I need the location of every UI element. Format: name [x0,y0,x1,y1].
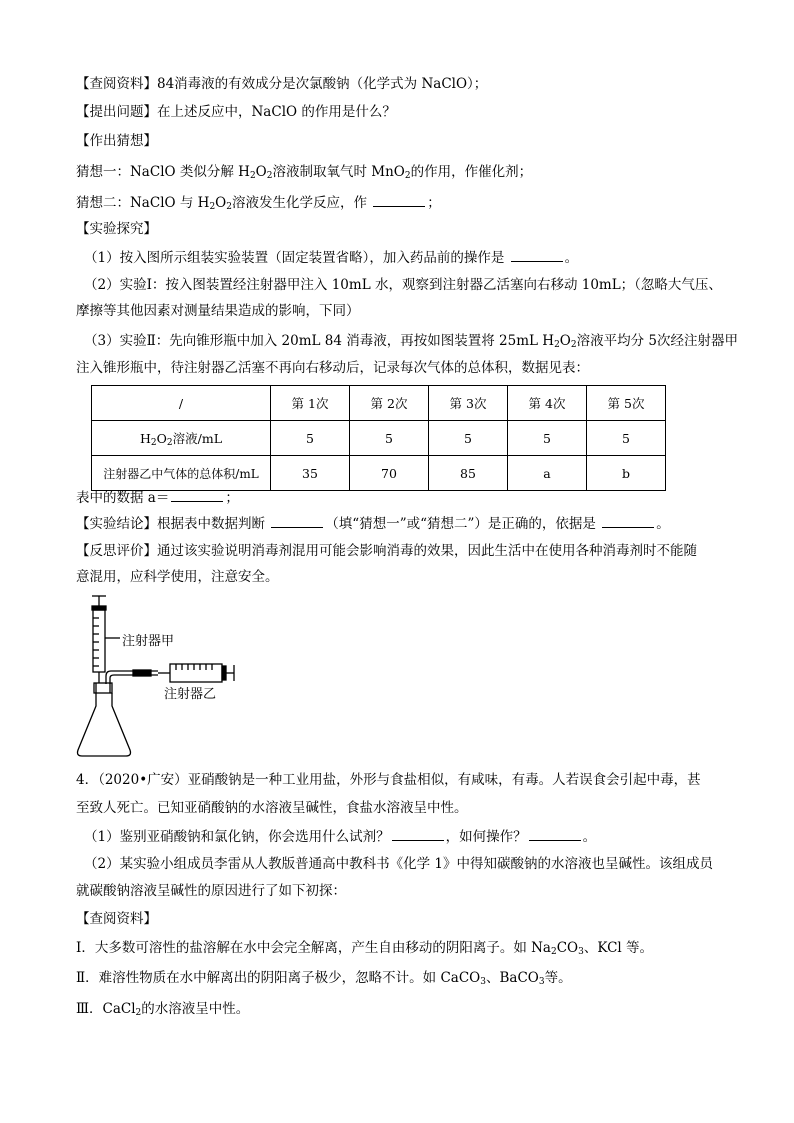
q4-line: 4．（2020•广安）亚硝酸钠是一种工业用盐，外形与食盐相似，有咸味，有毒。人若误食会引起中毒，甚 [76,772,701,788]
table-header: 第 2次 [350,386,429,421]
table-header: 第 1次 [271,386,350,421]
answer-blank[interactable] [529,826,581,841]
step-2: （2）实验Ⅰ：按入图装置经注射器甲注入 10mL 水，观察到注射器乙活塞向右移动 10mL；（忽略大气压、 [84,277,722,293]
experiment-heading: 【实验探究】 [76,221,157,237]
answer-blank[interactable] [511,247,563,262]
table-cell: b [587,456,666,491]
answer-blank[interactable] [171,487,223,502]
reflection-line: 【反思评价】通过该实验说明消毒剂混用可能会影响消毒的效果，因此生活中在使用各种消毒剂时不能随 [76,543,697,559]
table-cell: 5 [271,421,350,456]
table-cell: 70 [350,456,429,491]
q4-part2: （2）某实验小组成员李雷从人教版普通高中教科书《化学 1》中得知碳酸钠的水溶液也呈碱性。该组成员 [84,856,713,872]
q4-part1: （1）鉴别亚硝酸钠和氯化钠，你会选用什么试剂？ ，如何操作？ 。 [84,826,596,847]
q4-ref-heading: 【查阅资料】 [76,911,157,927]
hypothesis-2: 猜想二：NaClO 与 $H_2O_2$溶液发生化学反应，作 ； [76,192,441,213]
table-header: 第 4次 [508,386,587,421]
step-3: （3）实验Ⅱ：先向锥形瓶中加入 20mL 84 消毒液，再按如图装置将 25mL $H_2O_2$溶液平均分 5次经注射器甲 [84,333,738,350]
section-label: 【反思评价】 [76,543,157,559]
answer-blank[interactable] [373,192,425,207]
hypothesis-1: 猜想一：NaClO 类似分解 $H_2O_2$溶液制取氧气时 MnO$_2$的作用，作催化剂； [76,164,533,181]
step-1: （1）按入图所示组装实验装置（固定装置省略），加入药品前的操作是 。 [84,247,578,268]
table-header: / [92,386,271,421]
section-label: 【查阅资料】 [76,76,157,92]
table-cell: 85 [429,456,508,491]
table-header: 第 3次 [429,386,508,421]
ref-info-line: 【查阅资料】84消毒液的有效成分是次氯酸钠（化学式为 NaClO）； [76,76,488,92]
answer-blank[interactable] [602,513,654,528]
row-label: 注射器乙中气体的总体积/mL [92,456,271,491]
data-table [91,385,666,491]
ref-item-1: Ⅰ．大多数可溶性的盐溶解在水中会完全解离，产生自由移动的阴阳离子。如 $Na_2CO_3$、KCl 等。 [76,940,654,957]
conclusion-line: 【实验结论】根据表中数据判断 （填“猜想一”或“猜想二”）是正确的，依据是 。 [76,513,670,534]
answer-blank[interactable] [271,513,323,528]
section-label: 【提出问题】 [76,104,157,120]
ref-item-2: Ⅱ．难溶性物质在水中解离出的阴阳离子极少，忽略不计。如 CaCO$_3$、BaCO$_3$等。 [76,970,572,987]
step-2-cont: 摩擦等其他因素对测量结果造成的影响，下同） [76,303,360,319]
q4-part2-cont: 就碳酸钠溶液呈碱性的原因进行了如下初探： [76,883,346,899]
table-header: 第 5次 [587,386,666,421]
table-cell: 5 [429,421,508,456]
table-cell: 5 [350,421,429,456]
apparatus-figure [70,592,260,762]
reflection-cont: 意混用，应科学使用，注意安全。 [76,569,279,585]
row-label: $H_2O_2$溶液/mL [92,421,271,456]
syringe-a-label: 注射器甲 [122,634,175,649]
q4-cont: 至致人死亡。已知亚硝酸钠的水溶液呈碱性，食盐水溶液呈中性。 [76,800,468,816]
apparatus-diagram [70,592,260,762]
ref-item-3: Ⅲ．CaCl$_2$的水溶液呈中性。 [76,1001,250,1018]
data-a-line: 表中的数据 a＝ ； [76,487,239,508]
question-line: 【提出问题】在上述反应中，NaClO 的作用是什么？ [76,104,396,120]
section-label: 【实验结论】 [76,516,157,532]
table-cell: 5 [587,421,666,456]
step-3-cont: 注入锥形瓶中，待注射器乙活塞不再向右移动后，记录每次气体的总体积，数据见表： [76,360,589,376]
table-cell: 35 [271,456,350,491]
answer-blank[interactable] [392,826,444,841]
syringe-b-label: 注射器乙 [164,687,217,702]
table-row [92,421,666,456]
table-row [92,456,666,491]
hypothesis-heading: 【作出猜想】 [76,133,157,149]
table-row [92,386,666,421]
table-cell: a [508,456,587,491]
table-cell: 5 [508,421,587,456]
